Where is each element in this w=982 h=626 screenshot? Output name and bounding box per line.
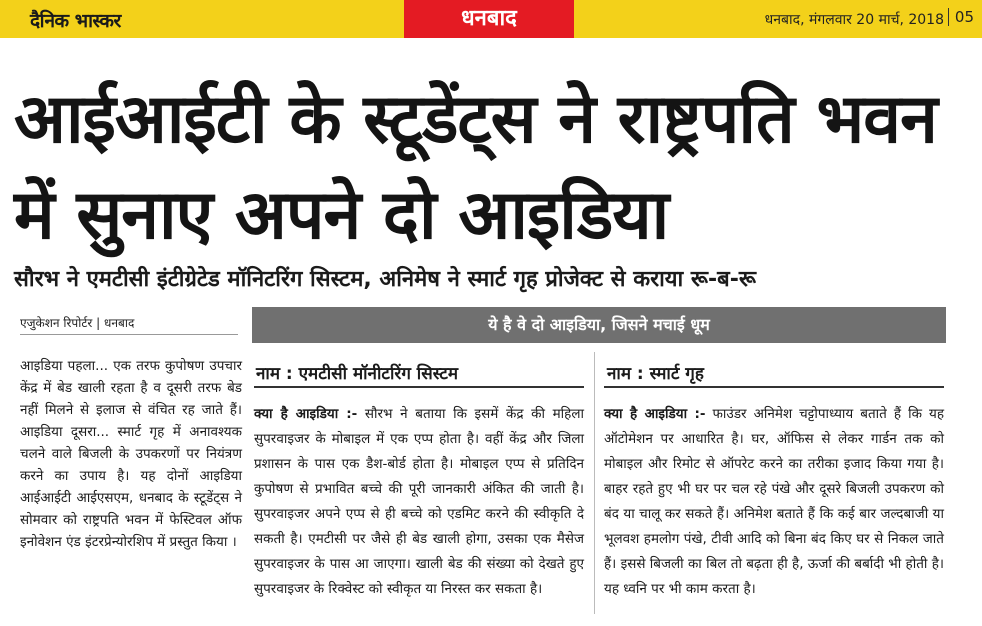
column-divider bbox=[594, 352, 595, 614]
section-body-text: सौरभ ने बताया कि इसमें केंद्र की महिला सुपरवाइजर के मोबाइल में एक एप्प होता है। वहीं केंद्र और जिला प्रशासन के पास एक डैश-बोर्ड होता है। मोबाइल एप्प से प्रतिदिन कुपोषण से प्रभावित बच्चे की पूरी जानकारी अंकित की जाती है। सुपरवाइजर अपने एप्प से ही बच्चे को एडमिट करने की स्वीकृति दे सकती है। एमटीसी पर जैसे ही बेड खाली होगा, उसका एक मैसेज सुपरवाइजर के पास आ जाएगा। खाली बेड की संख्या को देखते हुए सुपरवाइजर के रिक्वेस्ट को स्वीकृत या निरस्त कर सकता है। bbox=[254, 406, 584, 597]
section-banner: ये है वे दो आइडिया, जिसने मचाई धूम bbox=[252, 307, 946, 343]
byline: एजुकेशन रिपोर्टर | धनबाद bbox=[20, 316, 135, 330]
section-body-smart-griha bbox=[604, 402, 944, 602]
article-headline: आईआईटी के स्टूडेंट्स ने राष्ट्रपति भवन में सुनाए अपने दो आइडिया bbox=[14, 80, 937, 255]
city-edition-label: धनबाद bbox=[404, 0, 574, 38]
article-subheadline: सौरभ ने एमटीसी इंटीग्रेटेड मॉनिटरिंग सिस्टम, अनिमेष ने स्मार्ट गृह प्रोजेक्ट से कराया रू-ब-रू bbox=[14, 267, 756, 292]
section-body-text: फाउंडर अनिमेश चट्टोपाध्याय बताते हैं कि यह ऑटोमेशन पर आधारित है। घर, ऑफिस से लेकर गार्डन तक को मोबाइल और रिमोट से ऑपरेट करने का तरीका इजाद किया गया है। बाहर रहते हुए भी घर पर चल रहे पंखे और दूसरे बिजली उपकरण को बंद या चालू कर सकते हैं। अनिमेश बताते हैं कि कई बार जल्दबाजी या भूलवश हमलोग पंखे, टीवी आदि को बिना बंद किए घर से निकल जाते हैं। इससे बिजली का बिल तो बढ़ता ही है, ऊर्जा की बर्बादी भी होती है। यह ध्वनि पर भी काम करता है। bbox=[604, 406, 944, 597]
masthead-bar bbox=[0, 0, 982, 38]
page-number: 05 bbox=[948, 8, 974, 26]
byline-divider bbox=[20, 334, 238, 335]
newspaper-logo: दैनिक भास्कर bbox=[30, 10, 121, 32]
idea-lead-label: क्या है आइडिया :- bbox=[254, 406, 358, 422]
section-divider bbox=[254, 386, 584, 388]
section-title-smart-griha: नाम : स्मार्ट गृह bbox=[607, 364, 704, 384]
dateline: धनबाद, मंगलवार 20 मार्च, 2018 bbox=[764, 12, 944, 28]
section-divider bbox=[604, 386, 944, 388]
section-body-mtc bbox=[254, 402, 584, 602]
section-title-mtc: नाम : एमटीसी मॉनीटरिंग सिस्टम bbox=[256, 364, 459, 384]
intro-paragraph: आइडिया पहला... एक तरफ कुपोषण उपचार केंद्र में बेड खाली रहता है व दूसरी तरफ बेड नहीं मिलने से इलाज से वंचित रह जाते हैं। आइडिया दूसरा... स्मार्ट गृह में अनावश्यक चलने वाले बिजली के उपकरणों पर नियंत्रण करने का उपाय है। यह दोनों आइडिया आईआईटी आईएसएम, धनबाद के स्टूडेंट्स ने सोमवार को राष्ट्रपति भवन में फेस्टिवल ऑफ इनोवेशन एंड इंटरप्रेन्योरशिप में प्रस्तुत किया । bbox=[20, 358, 242, 550]
idea-lead-label: क्या है आइडिया :- bbox=[604, 406, 706, 422]
